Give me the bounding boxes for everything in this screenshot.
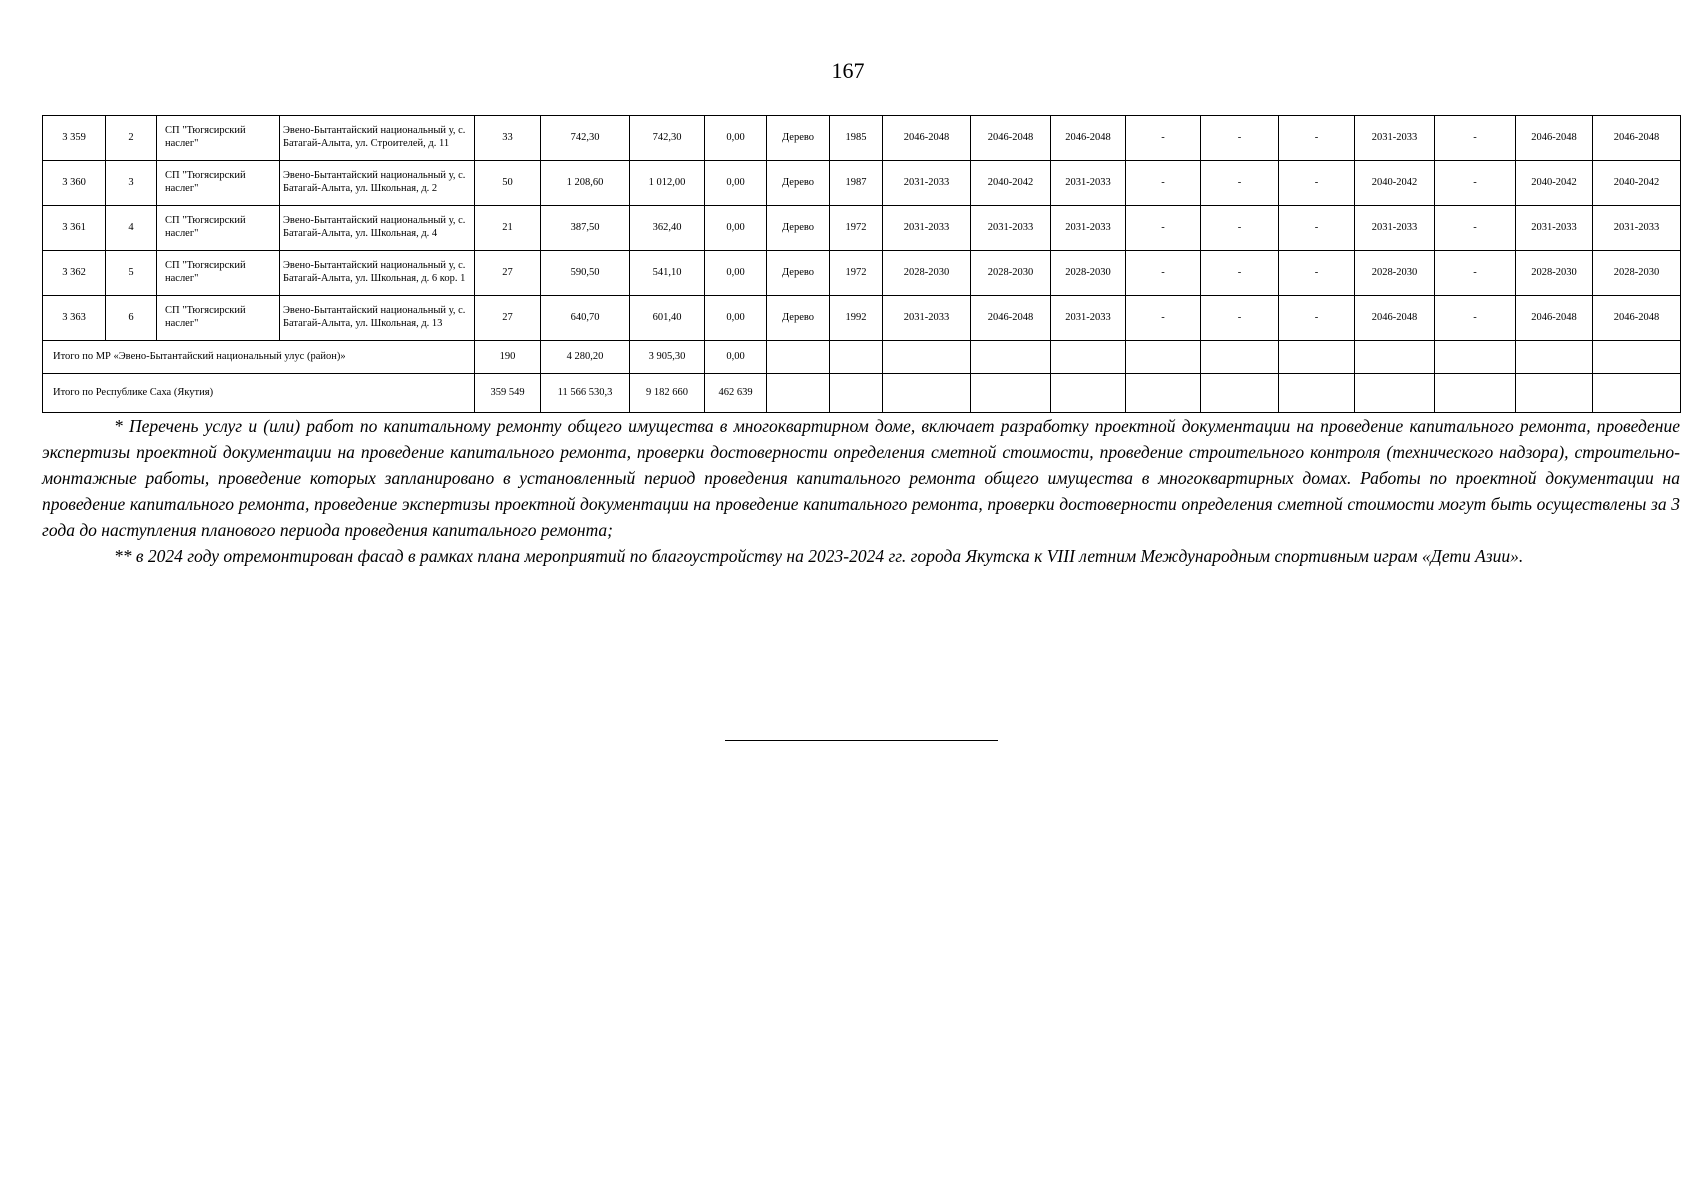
- empty-cell: [767, 341, 830, 374]
- cell: 2028-2030: [1516, 251, 1593, 296]
- signature-line: [725, 740, 998, 741]
- capital-repair-table: [42, 115, 1681, 413]
- municipality: СП "Тюгясирский наслег": [157, 161, 280, 206]
- row-id: 3 360: [43, 161, 106, 206]
- cell: -: [1126, 296, 1201, 341]
- empty-cell: [1355, 374, 1435, 413]
- cell: -: [1279, 206, 1355, 251]
- address: Эвено-Бытантайский национальный у, с. Батагай-Алыта, ул. Школьная, д. 2: [280, 161, 475, 206]
- empty-cell: [1051, 374, 1126, 413]
- cell: 742,30: [630, 116, 705, 161]
- page-number: 167: [831, 58, 865, 83]
- cell: 1 012,00: [630, 161, 705, 206]
- cell: 462 639: [705, 374, 767, 413]
- cell: 2031-2033: [883, 161, 971, 206]
- cell: 11 566 530,3: [541, 374, 630, 413]
- cell: 1985: [830, 116, 883, 161]
- cell: -: [1279, 296, 1355, 341]
- cell: Дерево: [767, 251, 830, 296]
- empty-cell: [1279, 341, 1355, 374]
- empty-cell: [1516, 341, 1593, 374]
- cell: 2040-2042: [1516, 161, 1593, 206]
- municipality: СП "Тюгясирский наслег": [157, 206, 280, 251]
- empty-cell: [1593, 374, 1681, 413]
- cell: 0,00: [705, 296, 767, 341]
- footnotes: [42, 413, 1680, 569]
- cell: -: [1435, 206, 1516, 251]
- cell: 2031-2033: [1355, 206, 1435, 251]
- cell: 2028-2030: [1355, 251, 1435, 296]
- municipality: СП "Тюгясирский наслег": [157, 116, 280, 161]
- cell: 2046-2048: [883, 116, 971, 161]
- cell: -: [1201, 296, 1279, 341]
- cell: 33: [475, 116, 541, 161]
- empty-cell: [971, 341, 1051, 374]
- cell: 2028-2030: [1593, 251, 1681, 296]
- cell: -: [1201, 116, 1279, 161]
- cell: Дерево: [767, 161, 830, 206]
- cell: 0,00: [705, 341, 767, 374]
- cell: 2031-2033: [1051, 296, 1126, 341]
- cell: 2040-2042: [1355, 161, 1435, 206]
- empty-cell: [1201, 374, 1279, 413]
- empty-cell: [1201, 341, 1279, 374]
- cell: 1972: [830, 206, 883, 251]
- cell: 2028-2030: [971, 251, 1051, 296]
- empty-cell: [1355, 341, 1435, 374]
- cell: 27: [475, 251, 541, 296]
- empty-cell: [767, 374, 830, 413]
- municipality: СП "Тюгясирский наслег": [157, 296, 280, 341]
- municipality: СП "Тюгясирский наслег": [157, 251, 280, 296]
- footnote-1: * Перечень услуг и (или) работ по капитальному ремонту общего имущества в многоквартирном доме, включает разработку проектной документации на проведение капитального ремонта, проведение экспертизы проектной документации на проведение капитального ремонта, проверки достоверности определения сметной стоимости, проведение строительного контроля (технического надзора), строительно-монтажные работы, проведение которых запланировано в установленный период проведения капитального ремонта общего имущества в многоквартирных домах. Работы по проектной документации на проведение капитального ремонта, проведение экспертизы проектной документации на проведение капитального ремонта, проверки достоверности определения сметной стоимости могут быть осуществлены за 3 года до наступления планового периода проведения капитального ремонта;: [42, 416, 1680, 540]
- cell: 2028-2030: [1051, 251, 1126, 296]
- empty-cell: [883, 374, 971, 413]
- empty-cell: [1593, 341, 1681, 374]
- cell: 2031-2033: [1355, 116, 1435, 161]
- cell: 9 182 660: [630, 374, 705, 413]
- table-row: [43, 251, 1681, 296]
- cell: 3 905,30: [630, 341, 705, 374]
- total-label: Итого по Республике Саха (Якутия): [43, 374, 475, 413]
- cell: -: [1279, 116, 1355, 161]
- cell: 2046-2048: [1593, 296, 1681, 341]
- cell: 2031-2033: [971, 206, 1051, 251]
- cell: Дерево: [767, 206, 830, 251]
- table-row: [43, 116, 1681, 161]
- row-number: 6: [106, 296, 157, 341]
- table-row: [43, 161, 1681, 206]
- footnote-2: ** в 2024 году отремонтирован фасад в рамках плана мероприятий по благоустройству на 2023-2024 гг. города Якутска к VIII летним Международным спортивным играм «Дети Азии».: [114, 546, 1524, 566]
- cell: 2046-2048: [1355, 296, 1435, 341]
- address: Эвено-Бытантайский национальный у, с. Батагай-Алыта, ул. Школьная, д. 13: [280, 296, 475, 341]
- address: Эвено-Бытантайский национальный у, с. Батагай-Алыта, ул. Школьная, д. 6 кор. 1: [280, 251, 475, 296]
- cell: 2031-2033: [1593, 206, 1681, 251]
- row-id: 3 361: [43, 206, 106, 251]
- empty-cell: [1126, 341, 1201, 374]
- cell: -: [1201, 251, 1279, 296]
- cell: 2031-2033: [1051, 161, 1126, 206]
- empty-cell: [830, 341, 883, 374]
- cell: 2046-2048: [1516, 296, 1593, 341]
- row-number: 2: [106, 116, 157, 161]
- republic-total-row: [43, 374, 1681, 413]
- cell: Дерево: [767, 116, 830, 161]
- cell: 1992: [830, 296, 883, 341]
- cell: 362,40: [630, 206, 705, 251]
- cell: 2031-2033: [883, 296, 971, 341]
- cell: 541,10: [630, 251, 705, 296]
- cell: 359 549: [475, 374, 541, 413]
- cell: 2031-2033: [1516, 206, 1593, 251]
- table-row: [43, 206, 1681, 251]
- cell: -: [1126, 161, 1201, 206]
- cell: 21: [475, 206, 541, 251]
- row-id: 3 362: [43, 251, 106, 296]
- cell: 601,40: [630, 296, 705, 341]
- empty-cell: [971, 374, 1051, 413]
- empty-cell: [1435, 374, 1516, 413]
- empty-cell: [1435, 341, 1516, 374]
- cell: -: [1201, 206, 1279, 251]
- cell: 2046-2048: [971, 296, 1051, 341]
- cell: -: [1126, 251, 1201, 296]
- cell: 2040-2042: [1593, 161, 1681, 206]
- cell: -: [1435, 296, 1516, 341]
- cell: 2028-2030: [883, 251, 971, 296]
- cell: 0,00: [705, 251, 767, 296]
- cell: 2031-2033: [883, 206, 971, 251]
- cell: -: [1126, 116, 1201, 161]
- cell: 387,50: [541, 206, 630, 251]
- cell: -: [1435, 161, 1516, 206]
- empty-cell: [1051, 341, 1126, 374]
- row-number: 3: [106, 161, 157, 206]
- cell: 1972: [830, 251, 883, 296]
- cell: 2046-2048: [1051, 116, 1126, 161]
- cell: 2046-2048: [971, 116, 1051, 161]
- cell: 4 280,20: [541, 341, 630, 374]
- row-id: 3 363: [43, 296, 106, 341]
- row-number: 4: [106, 206, 157, 251]
- cell: 2031-2033: [1051, 206, 1126, 251]
- cell: -: [1435, 116, 1516, 161]
- cell: 590,50: [541, 251, 630, 296]
- cell: -: [1435, 251, 1516, 296]
- row-number: 5: [106, 251, 157, 296]
- cell: -: [1201, 161, 1279, 206]
- row-id: 3 359: [43, 116, 106, 161]
- cell: 0,00: [705, 116, 767, 161]
- district-total-row: [43, 341, 1681, 374]
- empty-cell: [1126, 374, 1201, 413]
- cell: 742,30: [541, 116, 630, 161]
- empty-cell: [883, 341, 971, 374]
- total-label: Итого по МР «Эвено-Бытантайский национальный улус (район)»: [43, 341, 475, 374]
- cell: 190: [475, 341, 541, 374]
- empty-cell: [1279, 374, 1355, 413]
- cell: -: [1279, 161, 1355, 206]
- empty-cell: [1516, 374, 1593, 413]
- cell: 0,00: [705, 161, 767, 206]
- cell: 1987: [830, 161, 883, 206]
- cell: 50: [475, 161, 541, 206]
- empty-cell: [830, 374, 883, 413]
- cell: 640,70: [541, 296, 630, 341]
- address: Эвено-Бытантайский национальный у, с. Батагай-Алыта, ул. Школьная, д. 4: [280, 206, 475, 251]
- cell: 2046-2048: [1516, 116, 1593, 161]
- cell: 1 208,60: [541, 161, 630, 206]
- cell: 27: [475, 296, 541, 341]
- cell: Дерево: [767, 296, 830, 341]
- cell: 2046-2048: [1593, 116, 1681, 161]
- cell: 0,00: [705, 206, 767, 251]
- address: Эвено-Бытантайский национальный у, с. Батагай-Алыта, ул. Строителей, д. 11: [280, 116, 475, 161]
- cell: 2040-2042: [971, 161, 1051, 206]
- cell: -: [1126, 206, 1201, 251]
- table-row: [43, 296, 1681, 341]
- cell: -: [1279, 251, 1355, 296]
